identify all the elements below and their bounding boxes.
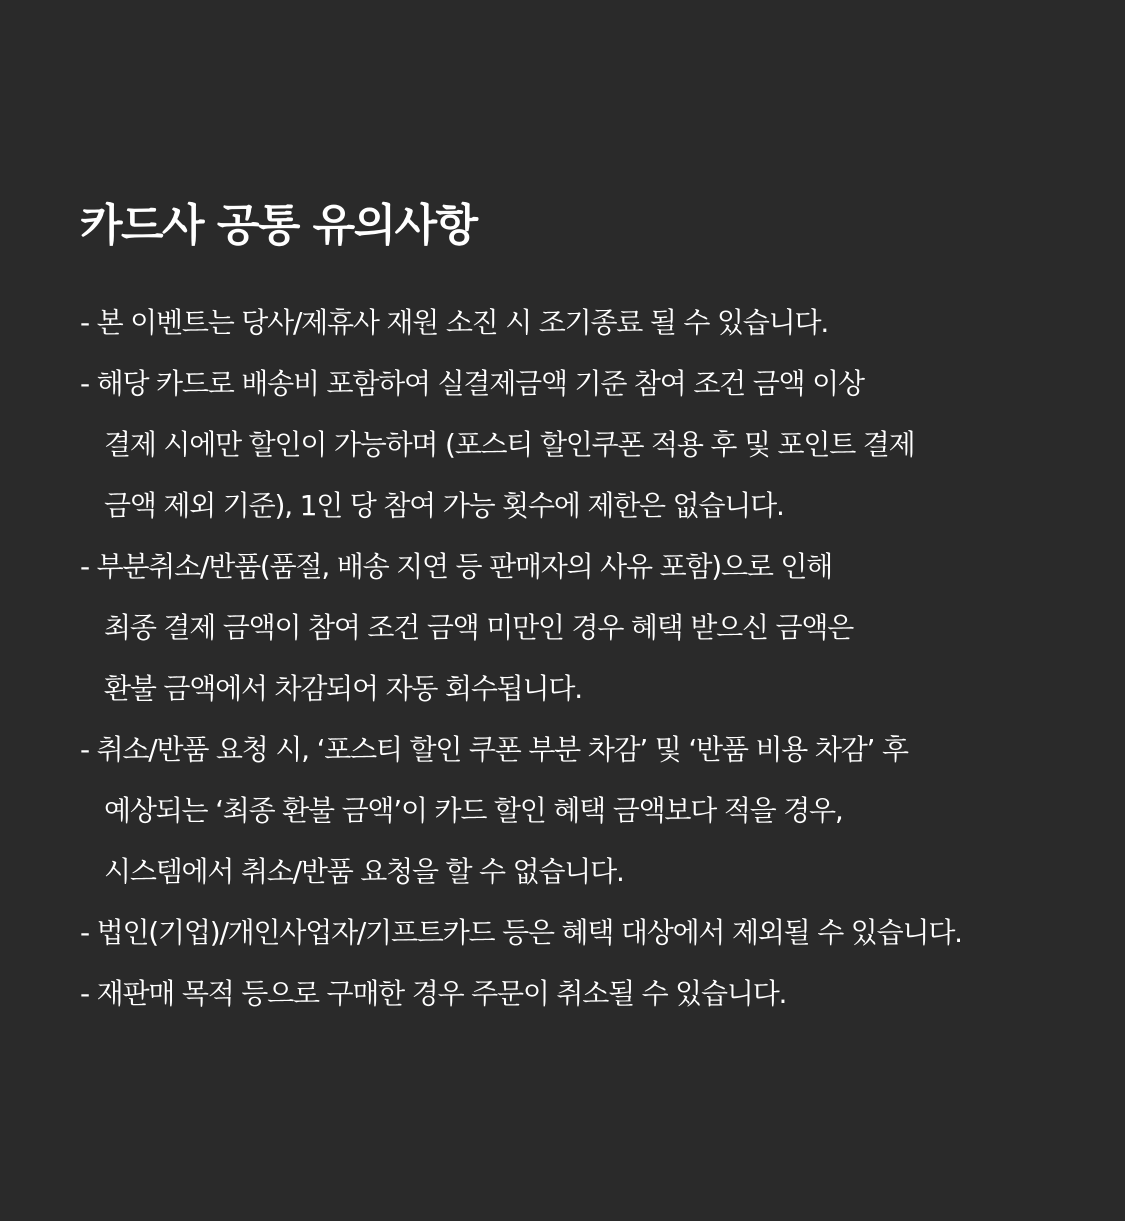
notice-item-text: - 취소/반품 요청 시, ‘포스티 할인 쿠폰 부분 차감’ 및 ‘반품 비용 차감’ 후 [80,733,908,766]
notice-item-continuation: 금액 제외 기준), 1인 당 참여 가능 횟수에 제한은 없습니다. [104,489,784,522]
notice-item-continuation: 결제 시에만 할인이 가능하며 (포스티 할인쿠폰 적용 후 및 포인트 결제 [104,428,915,461]
notice-item-continuation: 예상되는 ‘최종 환불 금액’이 카드 할인 혜택 금액보다 적을 경우, [104,794,843,827]
notice-item [80,902,1080,963]
notice-item-text: - 법인(기업)/개인사업자/기프트카드 등은 혜택 대상에서 제외될 수 있습니다. [80,916,962,949]
notice-item-text: - 부분취소/반품(품절, 배송 지연 등 판매자의 사유 포함)으로 인해 [80,550,833,583]
notice-title: 카드사 공통 유의사항 [80,200,477,251]
notice-item-text: - 재판매 목적 등으로 구매한 경우 주문이 취소될 수 있습니다. [80,977,787,1010]
notice-item-continuation: 최종 결제 금액이 참여 조건 금액 미만인 경우 혜택 받으신 금액은 [104,611,854,644]
notice-item-continuation: 시스템에서 취소/반품 요청을 할 수 없습니다. [104,855,624,888]
notice-item [80,353,1080,536]
notice-item-continuation: 환불 금액에서 차감되어 자동 회수됩니다. [104,672,582,705]
notice-item [80,292,1080,353]
notice-item [80,719,1080,902]
notice-item [80,963,1080,1024]
card-notice-section [80,190,1080,1024]
notice-list [80,292,1080,1024]
notice-item [80,536,1080,719]
notice-item-text: - 해당 카드로 배송비 포함하여 실결제금액 기준 참여 조건 금액 이상 [80,367,864,400]
notice-item-text: - 본 이벤트는 당사/제휴사 재원 소진 시 조기종료 될 수 있습니다. [80,306,829,339]
